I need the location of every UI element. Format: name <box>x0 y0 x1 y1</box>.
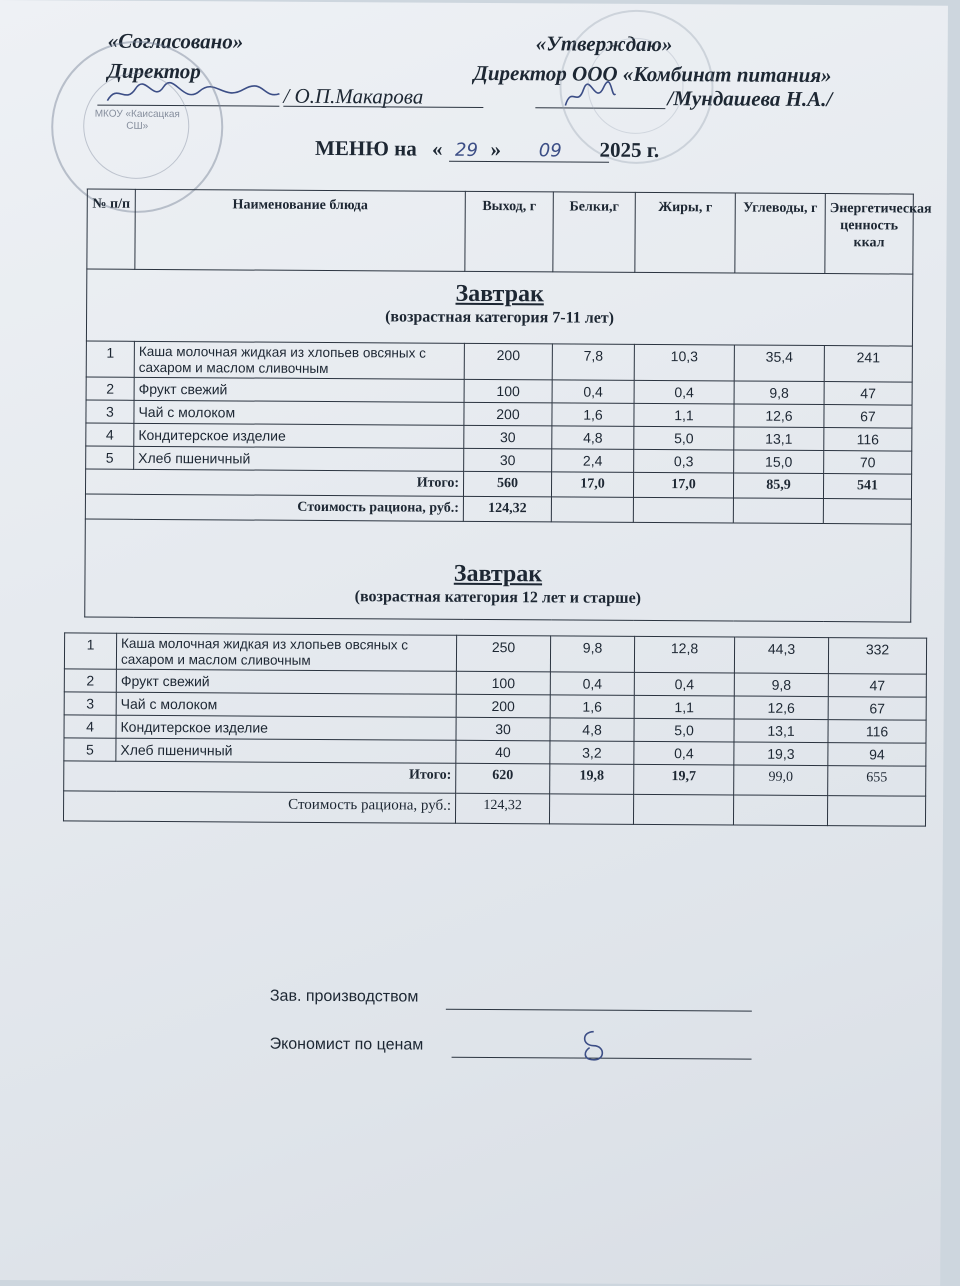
cost-label: Стоимость рациона, руб.: <box>63 791 455 823</box>
total-carbs: 85,9 <box>733 473 823 499</box>
table-row <box>86 341 912 382</box>
company-stamp-inner-ring <box>587 38 684 135</box>
section-2-title: Завтрак <box>453 560 543 588</box>
dish-carbs: 13,1 <box>734 427 824 451</box>
agreed-name: / О.П.Макарова <box>283 83 424 109</box>
section-1-subtitle: (возрастная категория 7-11 лет) <box>385 308 615 327</box>
dish-kcal: 47 <box>828 674 926 698</box>
dish-name: Хлеб пшеничный <box>134 446 464 471</box>
row-number: 4 <box>86 423 134 446</box>
total-protein: 17,0 <box>551 472 633 498</box>
col-header-name: Наименование блюда <box>135 189 465 271</box>
dish-kcal: 116 <box>824 428 912 452</box>
section-2-subtitle: (возрастная категория 12 лет и старше) <box>354 588 642 607</box>
dish-carbs: 12,6 <box>734 696 828 720</box>
economist-signature-scribble <box>574 1026 614 1066</box>
dish-fat: 0,4 <box>634 741 734 765</box>
menu-date-day: 29 <box>454 139 479 161</box>
cost-row <box>63 791 925 826</box>
dish-protein: 9,8 <box>550 636 634 673</box>
dish-protein: 1,6 <box>550 695 634 719</box>
dish-protein: 3,2 <box>550 741 634 765</box>
dish-kcal: 67 <box>828 697 926 721</box>
dish-output: 250 <box>456 635 550 672</box>
section-2-heading-row <box>85 519 912 622</box>
dish-carbs: 19,3 <box>734 742 828 766</box>
dish-output: 30 <box>464 425 552 449</box>
menu-table-1 <box>84 189 932 623</box>
dish-output: 200 <box>464 402 552 426</box>
dish-protein: 4,8 <box>550 718 634 742</box>
dish-kcal: 116 <box>828 720 926 744</box>
dish-kcal: 94 <box>828 743 926 767</box>
menu-title-prefix: МЕНЮ на <box>315 135 417 161</box>
agreed-role: Директор <box>107 58 201 84</box>
dish-protein: 2,4 <box>552 449 634 473</box>
approve-name: /Мундашева Н.А./ <box>667 86 833 112</box>
row-number: 1 <box>86 341 134 377</box>
section-1-title: Завтрак <box>455 280 544 308</box>
dish-name: Фрукт свежий <box>116 669 456 694</box>
dish-fat: 0,3 <box>634 449 734 473</box>
total-kcal: 541 <box>823 474 911 500</box>
dish-name: Каша молочная жидкая из хлопьев овсяных с сахаром и маслом сливочным <box>134 341 464 379</box>
row-number: 1 <box>64 633 116 669</box>
dish-name: Чай с молоком <box>134 400 464 425</box>
dish-protein: 1,6 <box>552 403 634 427</box>
dish-kcal: 70 <box>824 451 912 475</box>
dish-output: 30 <box>464 448 552 472</box>
menu-date-underline <box>449 161 609 163</box>
col-header-output: Выход, г <box>465 191 553 272</box>
dish-carbs: 9,8 <box>734 673 828 697</box>
dish-carbs: 12,6 <box>734 404 824 428</box>
total-label: Итого: <box>64 761 456 793</box>
school-stamp-text: МКОУ «Каисацкая СШ» <box>94 108 180 132</box>
col-header-carbs: Углеводы, г <box>735 193 825 274</box>
dish-output: 40 <box>456 740 550 764</box>
row-number: 4 <box>64 715 116 738</box>
dish-fat: 12,8 <box>634 636 734 673</box>
dish-kcal: 47 <box>824 382 912 406</box>
dish-fat: 0,4 <box>634 672 734 696</box>
dish-output: 200 <box>464 343 552 380</box>
dish-carbs: 15,0 <box>734 450 824 474</box>
table-row <box>64 633 926 674</box>
dish-name: Фрукт свежий <box>134 377 464 402</box>
row-number: 2 <box>64 669 116 692</box>
production-manager-line <box>446 1009 752 1012</box>
dish-protein: 0,4 <box>550 672 634 696</box>
row-number: 3 <box>64 692 116 715</box>
menu-date-month: 09 <box>538 140 562 162</box>
total-label: Итого: <box>85 469 463 496</box>
total-protein: 19,8 <box>550 764 634 795</box>
dish-name: Чай с молоком <box>116 692 456 717</box>
dish-output: 100 <box>456 671 550 695</box>
approve-role: Директор ООО «Комбинат питания» <box>473 60 832 88</box>
dish-kcal: 332 <box>828 638 926 675</box>
agreed-label: «Согласовано» <box>107 28 244 54</box>
dish-protein: 0,4 <box>552 380 634 404</box>
dish-protein: 4,8 <box>552 426 634 450</box>
dish-carbs: 35,4 <box>734 345 824 382</box>
dish-fat: 5,0 <box>634 718 734 742</box>
col-header-protein: Белки,г <box>553 192 635 272</box>
dish-fat: 5,0 <box>634 426 734 450</box>
dish-name: Кондитерское изделие <box>134 423 464 448</box>
dish-fat: 1,1 <box>634 403 734 427</box>
production-manager-label: Зав. производством <box>269 987 419 1006</box>
dish-carbs: 13,1 <box>734 719 828 743</box>
dish-carbs: 44,3 <box>734 637 828 674</box>
row-number: 2 <box>86 377 134 400</box>
dish-output: 100 <box>464 379 552 403</box>
cost-value: 124,32 <box>463 496 551 522</box>
menu-title <box>315 136 659 163</box>
dish-fat: 0,4 <box>634 380 734 404</box>
col-header-num: № п/п <box>87 189 135 269</box>
dish-name: Хлеб пшеничный <box>116 738 456 763</box>
dish-output: 30 <box>456 717 550 741</box>
dish-kcal: 67 <box>824 405 912 429</box>
table-header-row <box>87 189 913 274</box>
dish-protein: 7,8 <box>552 344 634 381</box>
cost-label: Стоимость рациона, руб.: <box>85 494 463 521</box>
dish-name: Кондитерское изделие <box>116 715 456 740</box>
row-number: 5 <box>64 738 116 761</box>
total-output: 620 <box>456 763 550 794</box>
menu-table-2 <box>63 632 927 826</box>
col-header-fat: Жиры, г <box>635 192 735 273</box>
cost-value: 124,32 <box>455 793 549 824</box>
col-header-energy: Энергетическая ценность ккал <box>825 194 913 275</box>
dish-carbs: 9,8 <box>734 381 824 405</box>
total-fat: 19,7 <box>634 764 734 795</box>
total-carbs: 99,0 <box>734 765 828 796</box>
row-number: 3 <box>86 400 134 423</box>
menu-date-close-quote: » <box>490 136 502 162</box>
menu-date-year: 2025 г. <box>599 137 660 163</box>
school-stamp <box>51 40 224 213</box>
approve-label: «Утверждаю» <box>535 31 673 57</box>
dish-fat: 1,1 <box>634 695 734 719</box>
dish-output: 200 <box>456 694 550 718</box>
price-economist-label: Экономист по ценам <box>269 1035 424 1054</box>
menu-date-open-quote: « <box>431 136 443 161</box>
total-output: 560 <box>463 471 551 497</box>
dish-kcal: 241 <box>824 346 912 383</box>
total-fat: 17,0 <box>633 472 733 498</box>
dish-fat: 10,3 <box>634 344 734 381</box>
dish-name: Каша молочная жидкая из хлопьев овсяных с сахаром и маслом сливочным <box>116 633 456 671</box>
row-number: 5 <box>86 446 134 469</box>
section-1-heading-row <box>86 269 912 346</box>
total-kcal: 655 <box>828 766 926 797</box>
